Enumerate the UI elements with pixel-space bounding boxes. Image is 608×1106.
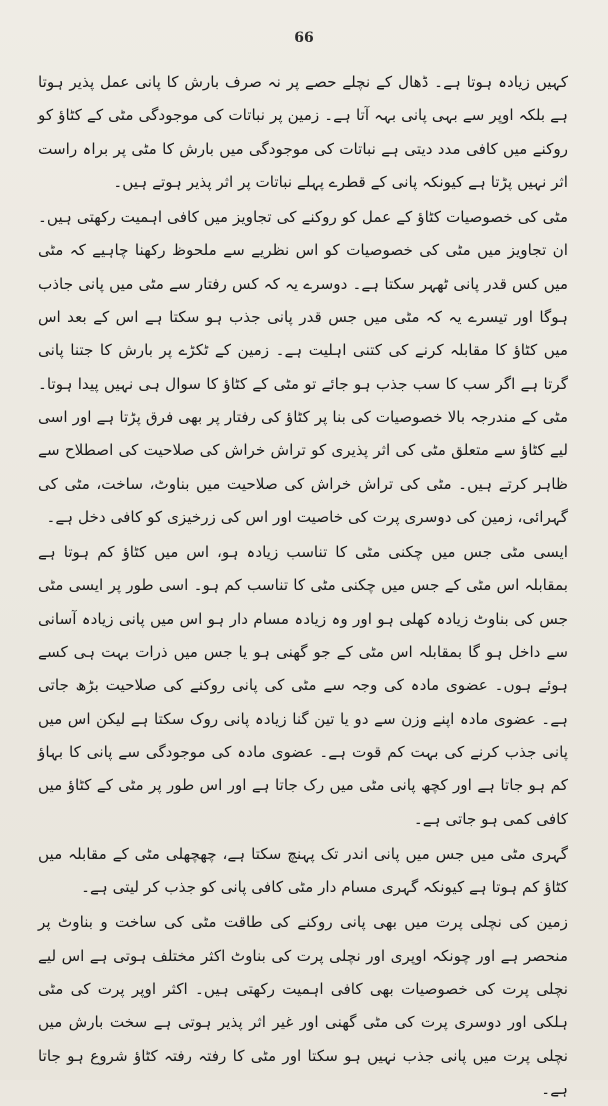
- page-body: [38, 66, 568, 1106]
- paragraph: ایسی مٹی جس میں چکنی مٹی کا تناسب زیادہ ہو، اس میں کٹاؤ کم ہوتا ہے بمقابلہ اس مٹی کے جس میں چکنی مٹی کا تناسب کم ہو۔ اسی طور پر ایسی مٹی جس کی بناوٹ زیادہ کھلی ہو اور وہ زیادہ مسام دار ہو اس میں پانی زیادہ آسانی سے داخل ہو گا بمقابلہ اس مٹی کے جو گھنی ہو یا جس میں ذرات بہت ہی کسے ہوئے ہوں۔ عضوی مادہ کی وجہ سے مٹی کی پانی روکنے کی صلاحیت بڑھ جاتی ہے۔ عضوی مادہ اپنے وزن سے دو یا تین گنا زیادہ پانی روک سکتا ہے لیکن اس میں پانی جذب کرنے کی بہت کم قوت ہے۔ عضوی مادہ کی موجودگی سے پانی کا بہاؤ کم ہو جاتا ہے اور کچھ پانی مٹی میں رک جاتا ہے اور اس طور پر مٹی کے کٹاؤ میں کافی کمی ہو جاتی ہے۔: [38, 543, 568, 828]
- paragraph: مٹی کی خصوصیات کٹاؤ کے عمل کو روکنے کی تجاویز میں کافی اہمیت رکھتی ہیں۔ ان تجاویز میں مٹی کی خصوصیات کو اس نظریے سے ملحوظ رکھنا چاہیے کہ مٹی میں کس قدر پانی ٹھہر سکتا ہے۔ دوسرے یہ کہ کس رفتار سے مٹی میں پانی جاذب ہوگا اور تیسرے یہ کہ مٹی میں جس قدر پانی جذب ہو سکتا ہے اس کے بعد اس میں کٹاؤ کا مقابلہ کرنے کی کتنی اہلیت ہے۔ زمین کے ٹکڑے پر بارش کا جتنا پانی گرتا ہے اگر سب کا سب جذب ہو جائے تو مٹی کے کٹاؤ کا سوال ہی نہیں پیدا ہوتا۔ مٹی کے مندرجہ بالا خصوصیات کی بنا پر کٹاؤ کی رفتار پر بھی فرق پڑتا ہے اور اسی لیے کٹاؤ سے متعلق مٹی کی اثر پذیری کو تراش خراش کی صلاحیت کی اصطلاح سے ظاہر کرتے ہیں۔ مٹی کی تراش خراش کی صلاحیت میں بناوٹ، ساخت، مٹی کی گہرائی، زمین کی دوسری پرت کی خاصیت اور اس کی زرخیزی کو کافی دخل ہے۔: [38, 208, 568, 526]
- paragraph: گہری مٹی میں جس میں پانی اندر تک پہنچ سکتا ہے، چھچھلی مٹی کے مقابلہ میں کٹاؤ کم ہوتا ہے کیونکہ گہری مسام دار مٹی کافی پانی کو جذب کر لیتی ہے۔: [38, 844, 568, 897]
- paragraph: زمین کی نچلی پرت میں بھی پانی روکنے کی طاقت مٹی کی ساخت و بناوٹ پر منحصر ہے اور چونکہ اوپری اور نچلی پرت کی بناوٹ اکثر مختلف ہوتی ہے اس لیے نچلی پرت کی خصوصیات بھی کافی اہمیت رکھتی ہیں۔ اکثر اوپر پرت کی مٹی ہلکی اور دوسری پرت کی مٹی گھنی اور غیر اثر پذیر ہوتی ہے سخت بارش میں نچلی پرت میں پانی جذب نہیں ہو سکتا اور مٹی کا رفتہ رفتہ کٹاؤ شروع ہو جاتا ہے۔: [38, 913, 568, 1098]
- paragraph: کہیں زیادہ ہوتا ہے۔ ڈھال کے نچلے حصے پر نہ صرف بارش کا پانی عمل پذیر ہوتا ہے بلکہ اوپر سے بہی پانی بہہ آتا ہے۔ زمین پر نباتات کی موجودگی مٹی کے کٹاؤ کو روکنے میں کافی مدد دیتی ہے نباتات کی موجودگی میں بارش کا مٹی پر براہ راست اثر نہیں پڑتا ہے کیونکہ پانی کے قطرے پہلے نباتات پر اثر پذیر ہوتے ہیں۔: [38, 73, 568, 191]
- page-number: 66: [294, 30, 314, 46]
